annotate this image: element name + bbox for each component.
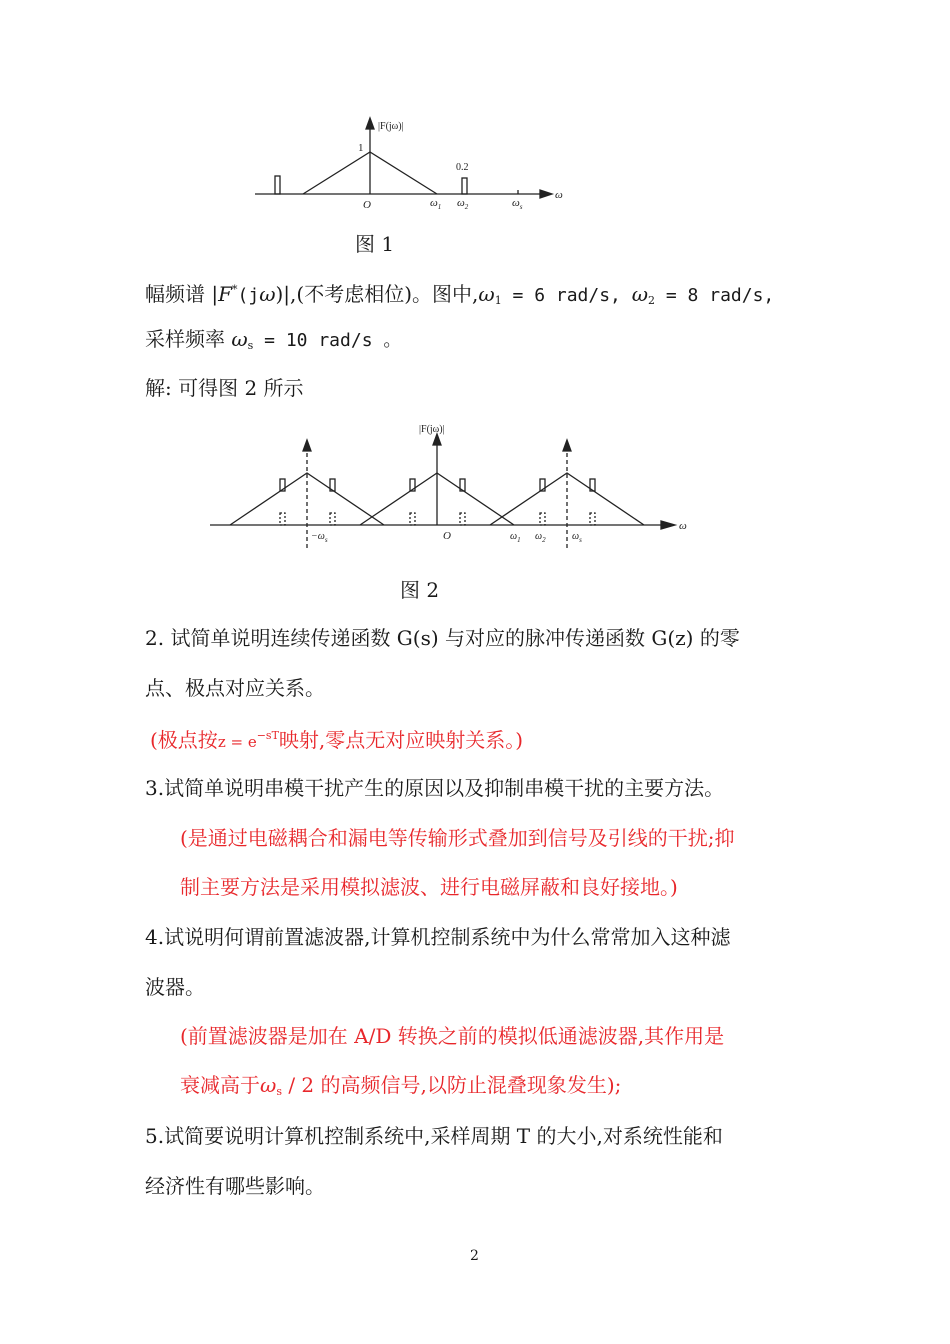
q2-line2: 点、极点对应关系。: [145, 676, 325, 700]
page-number: 2: [470, 1248, 479, 1264]
q5-line1: 5.试简要说明计算机控制系统中,采样周期 T 的大小,对系统性能和: [145, 1124, 723, 1148]
figure-1-peak-label: 1: [358, 142, 364, 154]
figure-2-diagram: [205, 418, 695, 548]
figure-2-neg-ws: $-\omega_s$: [311, 531, 328, 544]
figure-2-caption: 图 2: [400, 578, 440, 602]
figure-2: [205, 418, 695, 548]
figure-1-axis-arrow: [540, 190, 552, 198]
figure-1-ws: $\omega_s$: [512, 197, 523, 211]
figure-1-diagram: [250, 115, 570, 215]
q5-line2: 经济性有哪些影响。: [145, 1174, 325, 1198]
figure-2-axis-label: ω: [679, 520, 687, 532]
q2-answer: (极点按$z = e^{-sT}$映射,零点无对应映射关系。): [150, 728, 524, 752]
para1-line2: 采样频率 $\omega_s = 10$ rad/s 。: [145, 327, 402, 352]
solution-line: 解: 可得图 2 所示: [145, 376, 304, 400]
figure-1-ylabel: |F(jω)|: [378, 121, 404, 132]
q4-answer-line1: (前置滤波器是加在 A/D 转换之前的模拟低通滤波器,其作用是: [180, 1024, 725, 1048]
figure-2-ws: $\omega_s$: [572, 531, 582, 544]
q3-answer-line2: 制主要方法是采用模拟滤波、进行电磁屏蔽和良好接地。): [180, 875, 678, 899]
figure-2-origin: O: [443, 530, 451, 542]
figure-1-w2: $\omega_2$: [457, 197, 469, 211]
figure-1-axis-label: ω: [555, 189, 563, 201]
figure-1: [250, 115, 570, 215]
para1-line1: 幅频谱 |F*(jω)|,(不考虑相位)。图中$,\omega_1 = 6$ rad/s, $\omega_2 = 8$ rad/s,: [145, 282, 775, 307]
figure-2-y-arrow: [433, 434, 441, 445]
q4-line2: 波器。: [145, 975, 205, 999]
q4-line1: 4.试说明何谓前置滤波器,计算机控制系统中为什么常常加入这种滤: [145, 925, 731, 949]
figure-1-pulse-right: [462, 178, 467, 194]
q3-line1: 3.试简单说明串模干扰产生的原因以及抑制串模干扰的主要方法。: [145, 776, 725, 800]
figure-1-origin: O: [363, 199, 371, 211]
figure-1-pulse-left: [275, 176, 280, 194]
figure-2-axis-arrow: [661, 521, 675, 529]
q4-answer-line2: 衰减高于$\omega_s / 2$ 的高频信号,以防止混叠现象发生);: [180, 1073, 622, 1098]
q3-answer-line1: (是通过电磁耦合和漏电等传输形式叠加到信号及引线的干扰;抑: [180, 826, 735, 850]
figure-1-caption: 图 1: [355, 232, 395, 256]
figure-1-y-arrow: [366, 118, 374, 129]
figure-1-pulse-label: 0.2: [456, 162, 469, 173]
figure-2-ylabel: |F(jω)|: [419, 424, 445, 435]
figure-2-w1: $\omega_1$: [510, 531, 521, 544]
figure-1-w1: $\omega_1$: [430, 197, 442, 211]
figure-2-w2: $\omega_2$: [535, 531, 546, 544]
q2-line1: 2. 试简单说明连续传递函数 G(s) 与对应的脉冲传递函数 G(z) 的零: [145, 626, 740, 650]
